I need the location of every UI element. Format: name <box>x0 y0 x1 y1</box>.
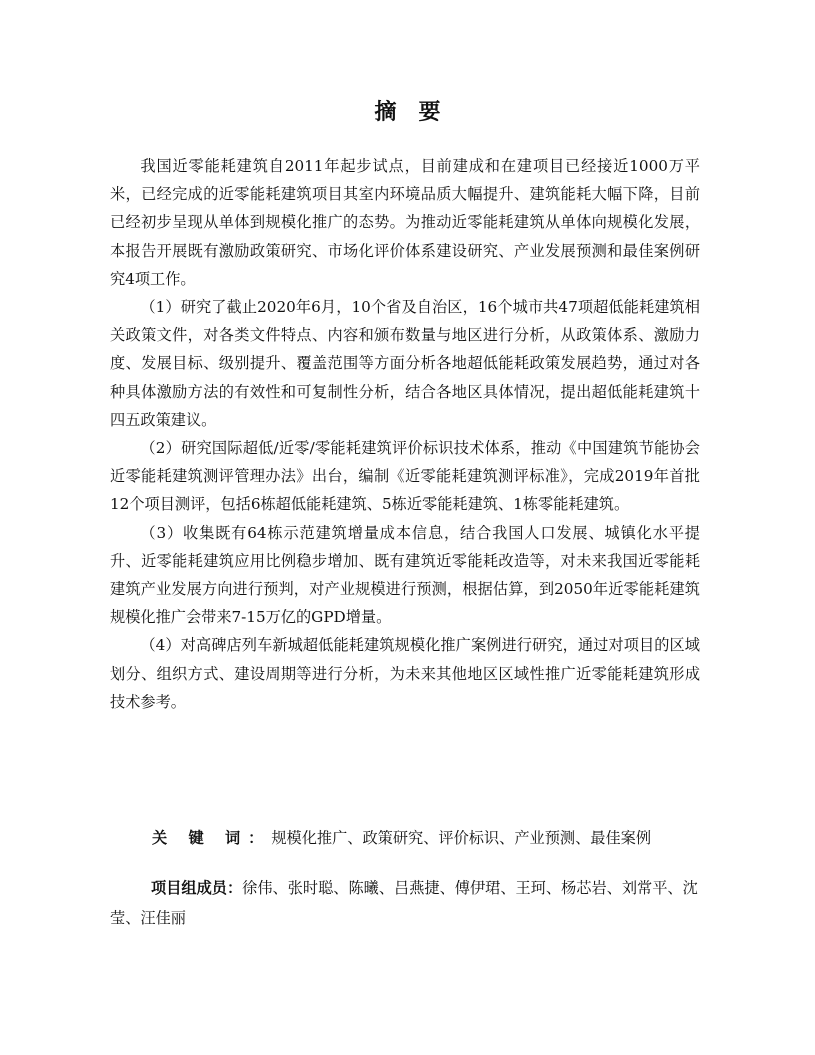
paragraph-item-1: （1）研究了截止2020年6月，10个省及自治区，16个城市共47项超低能耗建筑相关政策文件，对各类文件特点、内容和颁布数量与地区进行分析，从政策体系、激励力度、发展目标、级别提升、覆盖范围等方面分析各地超低能耗政策发展趋势，通过对各种具体激励方法的有效性和可复制性分析，结合各地区具体情况，提出超低能耗建筑十四五政策建议。 <box>110 298 700 429</box>
paragraph-item-4: （4）对高碑店列车新城超低能耗建筑规模化推广案例进行研究，通过对项目的区域划分、组织方式、建设周期等进行分析，为未来其他地区区域性推广近零能耗建筑形成技术参考。 <box>110 636 700 711</box>
paragraph-item-2: （2）研究国际超低/近零/零能耗建筑评价标识技术体系，推动《中国建筑节能协会近零能耗建筑测评管理办法》出台，编制《近零能耗建筑测评标准》，完成2019年首批12个项目测评，包括6栋超低能耗建筑、5栋近零能耗建筑、1栋零能耗建筑。 <box>110 439 700 514</box>
paragraph-item-3: （3）收集既有64栋示范建筑增量成本信息，结合我国人口发展、城镇化水平提升、近零能耗建筑应用比例稳步增加、既有建筑近零能耗改造等，对未来我国近零能耗建筑产业发展方向进行预判，对产业规模进行预测，根据估算，到2050年近零能耗建筑规模化推广会带来7-15万亿的GPD增量。 <box>110 523 700 627</box>
paragraph-intro: 我国近零能耗建筑自2011年起步试点，目前建成和在建项目已经接近1000万平米，已经完成的近零能耗建筑项目其室内环境品质大幅提升、建筑能耗大幅下降，目前已经初步呈现从单体到规模化推广的态势。为推动近零能耗建筑从单体向规模化发展，本报告开展既有激励政策研究、市场化评价体系建设研究、产业发展预测和最佳案例研究4项工作。 <box>110 157 700 288</box>
keywords-line <box>152 826 712 850</box>
page-title: 摘要 <box>374 100 463 125</box>
members-line <box>110 873 700 933</box>
abstract-body <box>110 152 700 716</box>
members-value: 徐伟、张时聪、陈曦、吕燕捷、傅伊珺、王珂、杨芯岩、刘常平、沈莹、汪佳丽 <box>110 879 698 927</box>
members-label: 项目组成员： <box>151 879 243 897</box>
keywords-label: 关 键 词： <box>152 829 272 847</box>
keywords-value: 规模化推广、政策研究、评价标识、产业预测、最佳案例 <box>271 829 652 847</box>
